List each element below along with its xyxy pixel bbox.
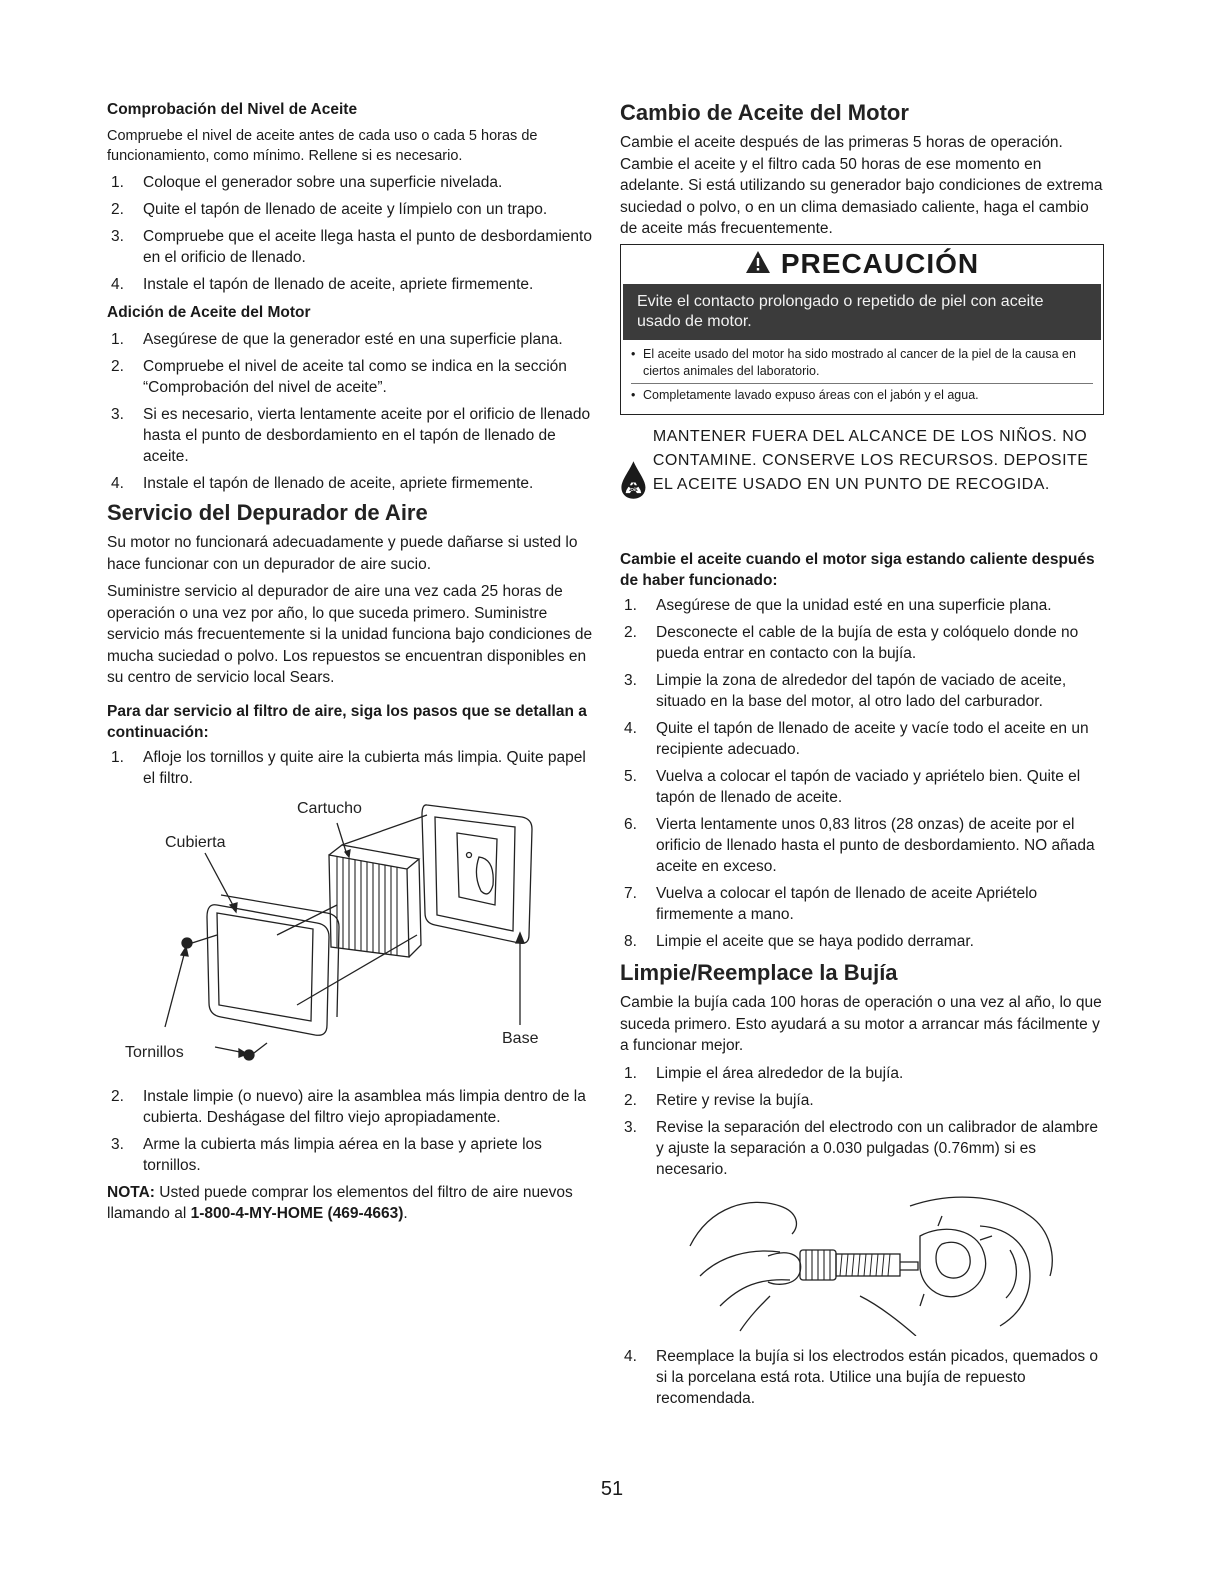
list-item: 1. Coloque el generador sobre una superficie nivelada. [111,174,503,191]
list-item: 8. Limpie el aceite que se haya podido derramar. [624,933,974,951]
oil-check-heading: Comprobación del Nivel de Aceite [107,101,358,118]
left-column [107,100,597,1231]
oil-change-subheading: Cambie el aceite cuando el motor siga estando caliente después de haber funcionado: [620,551,1095,590]
label-cubierta: Cubierta [165,833,226,851]
spark-plug-illustration [680,1186,1060,1336]
label-cartucho: Cartucho [297,799,362,817]
list-item: 2. Quite el tapón de llenado de aceite y límpielo con un trapo. [111,201,548,218]
right-column [620,98,1104,1415]
list-item: 3. Limpie la zona de alrededor del tapón de vaciado de aceite, situado en la base del motor, al otro lado del carburador. [624,672,1067,711]
list-item: 7. Vuelva a colocar el tapón de llenado de aceite Apriételo firmemente a mano. [624,885,1038,924]
air-cleaner-heading: Servicio del Depurador de Aire [107,500,428,525]
list-item: 6. Vierta lentamente unos 0,83 litros (28 onzas) de aceite por el orificio de llenado hasta el punto de desbordamiento. NO añada aceite en exceso. [624,816,1095,876]
list-item: 3. Arme la cubierta más limpia aérea en la base y apriete los tornillos. [111,1135,542,1174]
list-item: 3. Revise la separación del electrodo con un calibrador de alambre y ajuste la separación a 0.030 pulgadas (0.76mm) si es necesario. [624,1118,1099,1178]
list-item: • El aceite usado del motor ha sido mostrado al cancer de la piel de la causa en ciertos animales del laboratorio. [631,346,1093,384]
warning-triangle-icon [745,248,771,282]
recycle-notice [620,425,1104,535]
list-item: 4. Instale el tapón de llenado de aceite, apriete firmemente. [111,276,534,293]
list-item: 3. Si es necesario, vierta lentamente aceite por el orificio de llenado hasta el punto de desbordamiento en el tapón de llenado de aceite. [111,406,591,465]
list-item: 1. Limpie el área alrededor de la bujía. [624,1064,904,1082]
list-item: 2. Desconecte el cable de la bujía de esta y colóquelo donde no pueda entrar en contacto con la bujía. [624,624,1079,663]
caution-title: PRECAUCIÓN [780,247,980,279]
page-number: 51 [600,1478,624,1500]
list-item: 3. Compruebe que el aceite llega hasta el punto de desbordamiento en el orificio de llenado. [111,228,592,266]
oil-recycle-drop-icon [620,425,647,535]
air-cleaner-p2: Suministre servicio al depurador de aire una vez cada 25 horas de operación o una vez por año, lo que suceda primero. Suministre servicio más frecuentemente si la unidad funciona bajo condiciones de mucha suciedad o polvo. Los repuestos se encuentran disponibles en su centro de servicio local Sears. [107,583,593,686]
caution-bullets [621,340,1103,414]
list-item: • Completamente lavado expuso áreas con el jabón y el agua. [631,387,1093,407]
list-item: 4. Quite el tapón de llenado de aceite y vacíe todo el aceite en un recipiente adecuado. [624,720,1089,759]
note-phone: 1-800-4-MY-HOME (469-4663) [190,1205,404,1222]
spark-plug-step4 [620,1346,1104,1409]
list-item: 2. Retire y revise la bujía. [624,1091,814,1109]
air-cleaner-subheading: Para dar servicio al filtro de aire, siga los pasos que se detallan a continuación: [107,702,587,741]
oil-add-heading: Adición de Aceite del Motor [107,304,311,321]
list-item: 4. Instale el tapón de llenado de aceite, apriete firmemente. [111,475,534,492]
oil-change-heading: Cambio de Aceite del Motor [620,100,909,125]
list-item: 1. Afloje los tornillos y quite aire la cubierta más limpia. Quite papel el filtro. [111,748,586,787]
air-cleaner-p1: Su motor no funcionará adecuadamente y puede dañarse si usted lo hace funcionar con un depurador de aire sucio. [107,534,578,573]
list-item: 5. Vuelva a colocar el tapón de vaciado y apriételo bien. Quite el tapón de llenado de aceite. [624,768,1081,807]
note-label: NOTA: [107,1183,155,1201]
caution-warning-bar: Evite el contacto prolongado o repetido de piel con aceite usado de motor. [623,284,1101,340]
air-cleaner-steps-after [107,1086,597,1176]
list-item: 2. Instale limpie (o nuevo) aire la asamblea más limpia dentro de la cubierta. Deshágase del filtro viejo apropiadamente. [111,1087,586,1126]
oil-icon-text: Oil [630,487,637,493]
list-item: 2. Compruebe el nivel de aceite tal como se indica en la sección “Comprobación del nivel de aceite”. [111,358,567,396]
note-paragraph [107,1182,597,1225]
recycle-text: MANTENER FUERA DEL ALCANCE DE LOS NIÑOS. NO CONTAMINE. CONSERVE LOS RECURSOS. DEPOSITE EL ACEITE USADO EN UN PUNTO DE RECOGIDA. [652,428,1089,494]
list-item: 4. Reemplace la bujía si los electrodos están picados, quemados o si la porcelana está rota. Utilice una bujía de repuesto recomendada. [624,1347,1099,1407]
note-text: Usted puede comprar los elementos del filtro de aire nuevos llamando al [107,1183,573,1222]
oil-check-intro: Compruebe el nivel de aceite antes de cada uso o cada 5 horas de funcionamiento, como mínimo. Rellene si es necesario. [107,128,538,164]
caution-box [620,244,1104,416]
list-item: 1. Asegúrese de que la unidad esté en una superficie plana. [624,597,1052,615]
oil-check-steps [107,172,597,295]
oil-change-intro: Cambie el aceite después de las primeras 5 horas de operación. Cambie el aceite y el filtro cada 50 horas de ese momento en adelante. Si está utilizando su generador bajo condiciones de extrema suciedad o polvo, o en un clima demasiado caliente, haga el cambio de aceite más frecuentemente. [620,134,1103,237]
spark-plug-steps [620,1063,1104,1180]
list-item: 1. Asegúrese de que la generador esté en una superficie plana. [111,331,563,348]
label-base: Base [502,1029,539,1047]
oil-change-steps [620,595,1104,952]
oil-add-steps [107,329,597,494]
spark-plug-intro: Cambie la bujía cada 100 horas de operación o una vez al año, lo que suceda primero. Esto ayudará a su motor a arrancar más fácilmente y a funcionar mejor. [620,994,1102,1055]
note-end: . [403,1205,408,1222]
spark-plug-heading: Limpie/Reemplace la Bujía [620,960,898,986]
caution-header [621,245,1103,283]
label-tornillos: Tornillos [125,1043,184,1061]
air-cleaner-steps [107,747,597,789]
air-filter-diagram [117,795,557,1080]
